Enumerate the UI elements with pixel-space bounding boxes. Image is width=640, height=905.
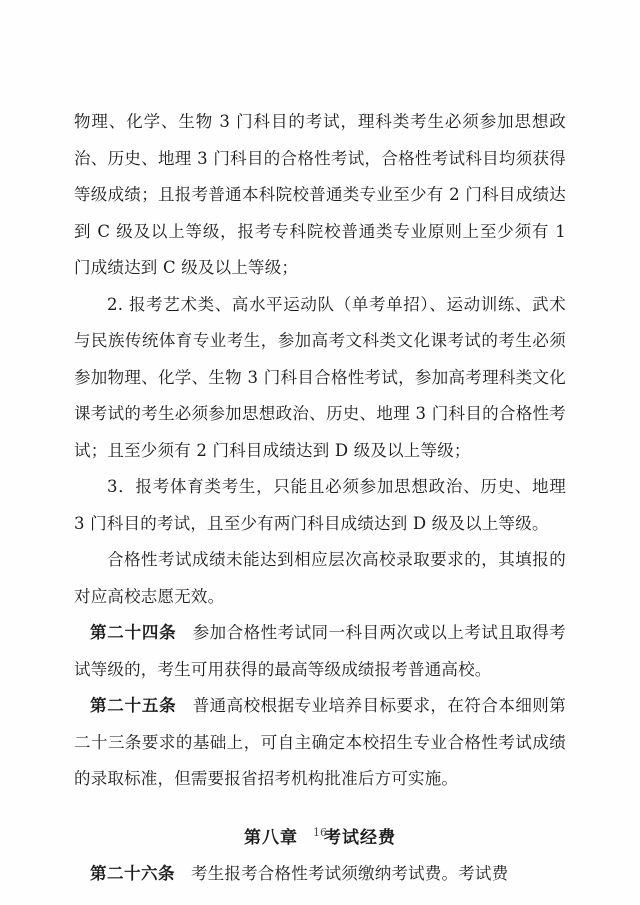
paragraph-item-2: 2. 报考艺术类、高水平运动队（单考单招）、运动训练、武术与民族传统体育专业考生，参加高考文科类文化课考试的考生必须参加物理、化学、生物 3 门科目合格性考试，参加高考理科类文化课考试的考生必须参加思想政治、历史、地理 3 门科目的合格性考试；且至少须有 2 门科目成绩达到 D 级及以上等级； [74,294,566,460]
chapter-title-text: 考试经费 [324,827,396,848]
paragraph-note: 合格性考试成绩未能达到相应层次高校录取要求的，其填报的对应高校志愿无效。 [74,550,566,606]
document-body [74,104,566,893]
page-number: 16 [313,826,327,839]
paragraph-continuation: 物理、化学、生物 3 门科目的考试，理科类考生必须参加思想政治、历史、地理 3 门科目的合格性考试，合格性考试科目均须获得等级成绩；且报考普通本科院校普通类专业至少有 2 门科目成绩达到 C 级及以上等级，报考专科院校普通类专业原则上至少须有 1 门成绩达到 C 级及以上等级； [74,112,566,277]
article-26-text: 考生报考合格性考试须缴纳考试费。考试费 [191,864,509,883]
article-26 [74,856,566,893]
article-25 [74,688,566,798]
paragraph-item-3: 3．报考体育类考生，只能且必须参加思想政治、历史、地理 3 门科目的考试，且至少有两门科目成绩达到 D 级及以上等级。 [74,477,566,533]
article-25-text: 普通高校根据专业培养目标要求，在符合本细则第二十三条要求的基础上，可自主确定本校招生专业合格性考试成绩的录取标准，但需要报省招考机构批准后方可实施。 [74,696,566,788]
chapter-number: 第八章 [244,827,298,848]
article-24-label: 第二十四条 [90,623,177,642]
article-24-text: 参加合格性考试同一科目两次或以上考试且取得考试等级的，考生可用获得的最高等级成绩报考普通高校。 [74,623,566,679]
article-26-label: 第二十六条 [90,864,175,883]
article-25-label: 第二十五条 [90,696,177,715]
article-24 [74,615,566,688]
